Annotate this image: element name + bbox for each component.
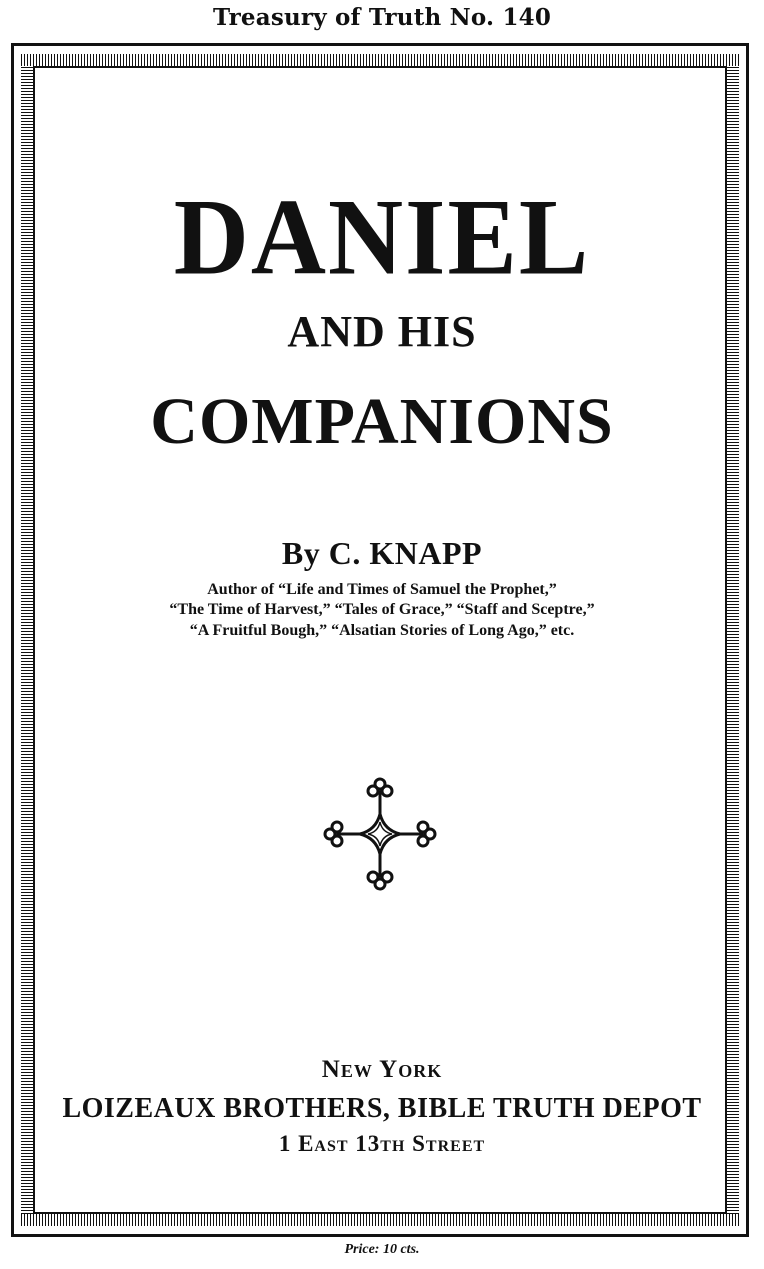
book-title: DANIEL xyxy=(173,177,591,298)
cross-ornament-icon xyxy=(318,772,442,896)
author-byline: By C. KNAPP xyxy=(281,535,483,571)
imprint-publisher: LOIZEAUX BROTHERS, BIBLE TRUTH DEPOT xyxy=(62,1093,702,1124)
other-works-line-2: “The Time of Harvest,” “Tales of Grace,” “Staff and Sceptre,” xyxy=(169,601,595,618)
imprint-city: New York xyxy=(321,1056,443,1083)
other-works-line-3: “A Fruitful Bough,” “Alsatian Stories of Long Ago,” etc. xyxy=(189,622,575,639)
hatched-border-top xyxy=(21,54,739,66)
series-title: Treasury of Truth No. 140 xyxy=(212,4,552,31)
subtitle-line-1: AND HIS xyxy=(287,307,477,356)
subtitle-line-2: COMPANIONS xyxy=(150,385,614,458)
price-note: Price: 10 cts. xyxy=(344,1242,420,1257)
other-works-line-1: Author of “Life and Times of Samuel the Prophet,” xyxy=(207,581,557,598)
hatched-border-bottom xyxy=(21,1214,739,1226)
imprint-address: 1 East 13th Street xyxy=(278,1131,486,1156)
